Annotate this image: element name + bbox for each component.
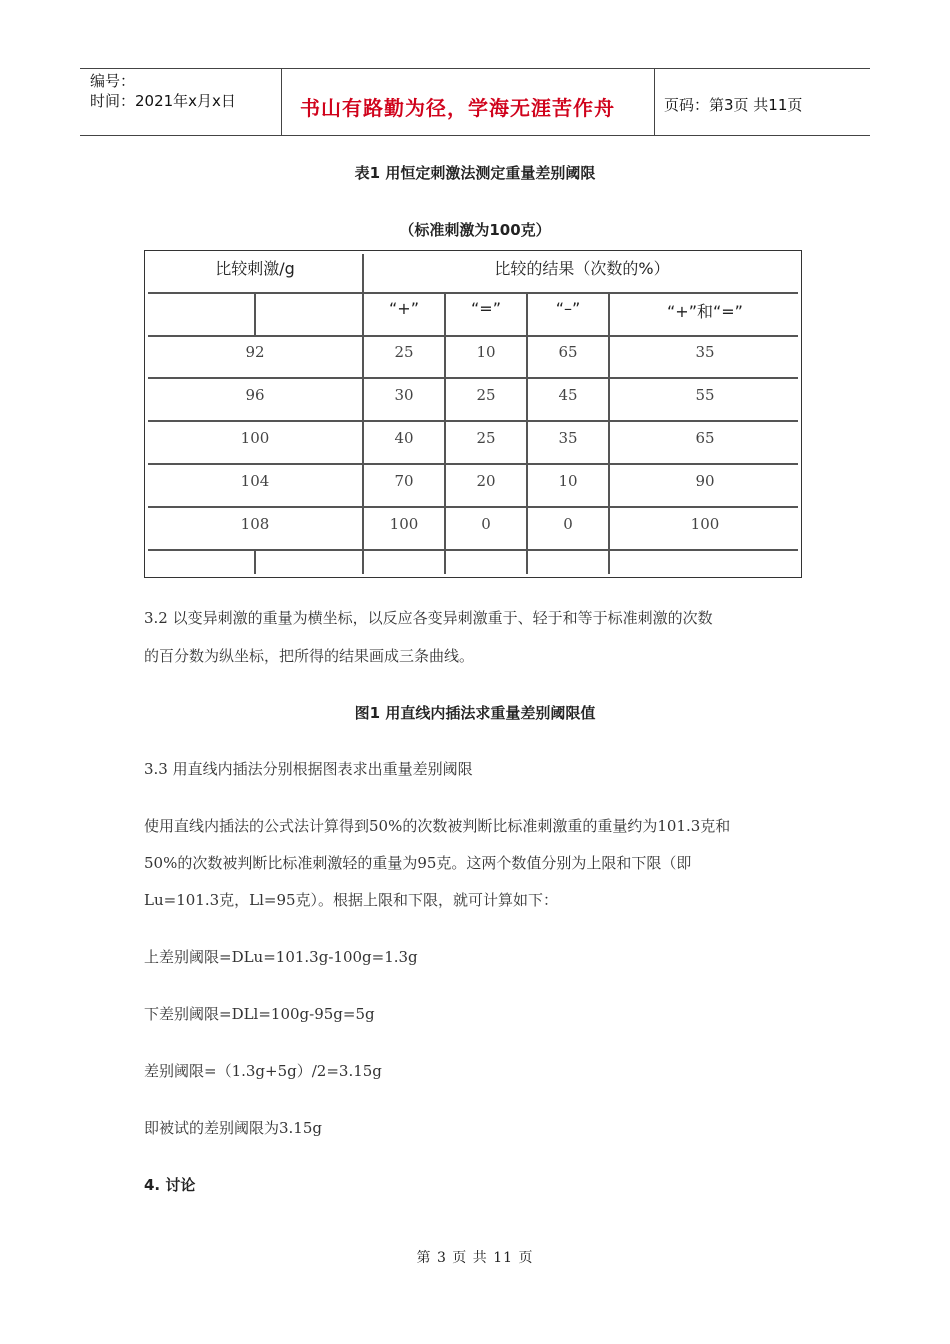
table-cell: 25 [394,343,414,361]
table-header-stimulus: 比较刺激/g [215,259,295,278]
formula-upper-threshold: 上差别阈限=DLu=101.3g-100g=1.3g [144,948,418,966]
table-cell: 92 [245,343,265,361]
table-subcaption: （标准刺激为100克） [399,221,551,239]
formula-result: 即被试的差别阈限为3.15g [144,1119,323,1137]
table-subheader-plus-and-equal: “+”和“=” [667,302,743,321]
table-rule [148,506,798,508]
table-cell: 90 [695,472,715,490]
table-rule [148,335,798,337]
table-cell: 100 [690,515,720,533]
page-indicator: 页码：第3页 共11页 [664,96,803,114]
table-cell: 55 [695,386,715,404]
table-caption: 表1 用恒定刺激法测定重量差别阈限 [354,164,596,182]
table-cell: 100 [389,515,419,533]
table-cell: 10 [558,472,578,490]
serial-label: 编号： [90,72,136,90]
section-3-3-heading: 3.3 用直线内插法分别根据图表求出重量差别阈限 [144,760,473,778]
table-subheader-equal: “=” [471,299,501,318]
calc-para-line2: 50%的次数被判断比标准刺激轻的重量为95克。这两个数值分别为上限和下限（即 [144,854,692,872]
header-bottom-rule [80,135,870,136]
header-divider-left [281,68,282,136]
header-top-rule [80,68,870,69]
table-cell: 35 [695,343,715,361]
calc-para-line1: 使用直线内插法的公式法计算得到50%的次数被判断比标准刺激重的重量约为101.3克和 [144,817,731,835]
section-3-2-line1: 3.2 以变异刺激的重量为横坐标，以反应各变异刺激重于、轻于和等于标准刺激的次数 [144,609,713,627]
table-cell: 108 [240,515,270,533]
formula-lower-threshold: 下差别阈限=DLl=100g-95g=5g [144,1005,375,1023]
table-cell: 104 [240,472,270,490]
table-rule [148,292,798,294]
table-cell: 30 [394,386,414,404]
table-rule [148,463,798,465]
table-cell: 25 [476,386,496,404]
table-cell: 65 [558,343,578,361]
table-rule [148,377,798,379]
formula-difference-threshold: 差别阈限=（1.3g+5g）/2=3.15g [144,1062,382,1080]
date-label: 时间：2021年x月x日 [90,92,236,110]
table-cell: 10 [476,343,496,361]
table-cell: 45 [558,386,578,404]
table-subheader-plus: “+” [389,299,419,318]
table-cell: 35 [558,429,578,447]
table-cell: 70 [394,472,414,490]
table-rule [254,549,256,574]
table-cell: 20 [476,472,496,490]
section-4-heading: 4. 讨论 [144,1176,196,1194]
page-footer: 第 3 页 共 11 页 [416,1250,534,1266]
table-header-results: 比较的结果（次数的%） [494,259,670,278]
table-subheader-minus: “–” [555,299,581,318]
header-divider-right [654,68,655,136]
table-rule [148,549,798,551]
table-cell: 0 [481,515,491,533]
table-cell: 96 [245,386,265,404]
table-cell: 100 [240,429,270,447]
figure-caption: 图1 用直线内插法求重量差别阈限值 [354,704,596,722]
table-rule [254,292,256,337]
section-3-2-line2: 的百分数为纵坐标，把所得的结果画成三条曲线。 [144,647,475,665]
calc-para-line3: Lu=101.3克，Ll=95克）。根据上限和下限，就可计算如下： [144,891,559,909]
table-cell: 65 [695,429,715,447]
table-cell: 25 [476,429,496,447]
table-cell: 40 [394,429,414,447]
header-motto: 书山有路勤为径，学海无涯苦作舟 [300,96,615,120]
table-rule [148,420,798,422]
table-cell: 0 [563,515,573,533]
